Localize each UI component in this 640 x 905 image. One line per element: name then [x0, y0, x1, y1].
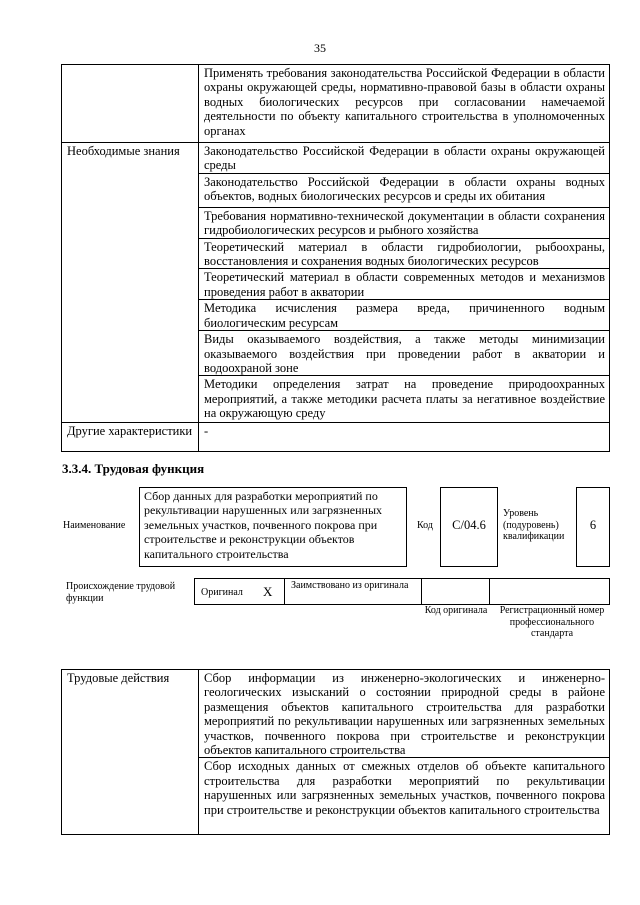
level-label: Уровень (подуровень) квалификации — [503, 508, 565, 542]
action-item: Сбор исходных данных от смежных отделов об объекте капитального строительства для разработки мероприятий по рекультивации нарушенных или загрязненных земельных участков, почвенного покрова при строительстве и реконструкции объектов капитального строительства — [199, 758, 610, 835]
knowledge-item: Методики определения затрат на проведение природоохранных мероприятий, а также методики расчета платы за негативное воздействие на окружающую среду — [199, 376, 610, 423]
level-value: 6 — [576, 487, 610, 567]
skill-cell: Применять требования законодательства Российской Федерации в области охраны окружающей среды, нормативно-правовой базы в области охраны водных биологических ресурсов при согласовании намечаемой деятельности по объекту капитального строительства в уполномоченных органах — [199, 65, 610, 143]
knowledge-item: Виды оказываемого воздействия, а также методы минимизации оказываемого воздействия при проведении работ в акватории и водоохраной зоне — [199, 331, 610, 376]
code-label: Код — [417, 520, 433, 531]
original-label: Оригинал — [201, 587, 243, 598]
actions-label: Трудовые действия — [62, 670, 199, 835]
actions-table — [61, 669, 610, 835]
action-item: Сбор информации из инженерно-экологических и инженерно-геологических изысканий о состоянии природной среды в районе размещения объектов капитального строительства для разработки мероприятий по рекультивации нарушенных или загрязненных земельных участков, почвенного покрова при строительстве и реконструкции объектов капитального строительства — [199, 670, 610, 758]
knowledge-item: Теоретический материал в области гидробиологии, рыбоохраны, восстановления и сохранения водных биологических ресурсов — [199, 238, 610, 269]
original-mark: X — [263, 584, 273, 599]
function-name: Сбор данных для разработки мероприятий по рекультивации нарушенных или загрязненных земельных участков, почвенного покрова при строительстве и реконструкции объектов капитального строительства — [139, 487, 407, 567]
origin-label: Происхождение трудовой функции — [66, 581, 176, 604]
empty-label-cell — [62, 65, 199, 143]
name-label: Наименование — [63, 520, 126, 531]
knowledge-label: Необходимые знания — [62, 143, 199, 423]
function-code: С/04.6 — [440, 487, 498, 567]
knowledge-item: Требования нормативно-технической документации в области сохранения гидробиологических ресурсов и рыбного хозяйства — [199, 207, 610, 238]
other-label: Другие характеристики — [62, 423, 199, 452]
origin-divider — [489, 578, 490, 605]
borrowed-label: Заимствовано из оригинала — [291, 580, 409, 591]
knowledge-item: Теоретический материал в области современных методов и механизмов проведения работ в акватории — [199, 269, 610, 300]
other-value: - — [199, 423, 610, 452]
origin-divider — [421, 578, 422, 605]
section-title: 3.3.4. Трудовая функция — [62, 461, 205, 476]
code-original-caption: Код оригинала — [424, 605, 488, 616]
knowledge-item: Законодательство Российской Федерации в области охраны водных объектов, водных биологических ресурсов и среды их обитания — [199, 173, 610, 207]
registration-caption: Регистрационный номер профессионального стандарта — [499, 605, 605, 639]
page-number: 35 — [314, 41, 326, 55]
origin-divider — [284, 578, 285, 605]
knowledge-item: Методика исчисления размера вреда, причиненного водным биологическим ресурсам — [199, 300, 610, 331]
knowledge-item: Законодательство Российской Федерации в области охраны окружающей среды — [199, 143, 610, 174]
knowledge-table — [61, 64, 610, 452]
